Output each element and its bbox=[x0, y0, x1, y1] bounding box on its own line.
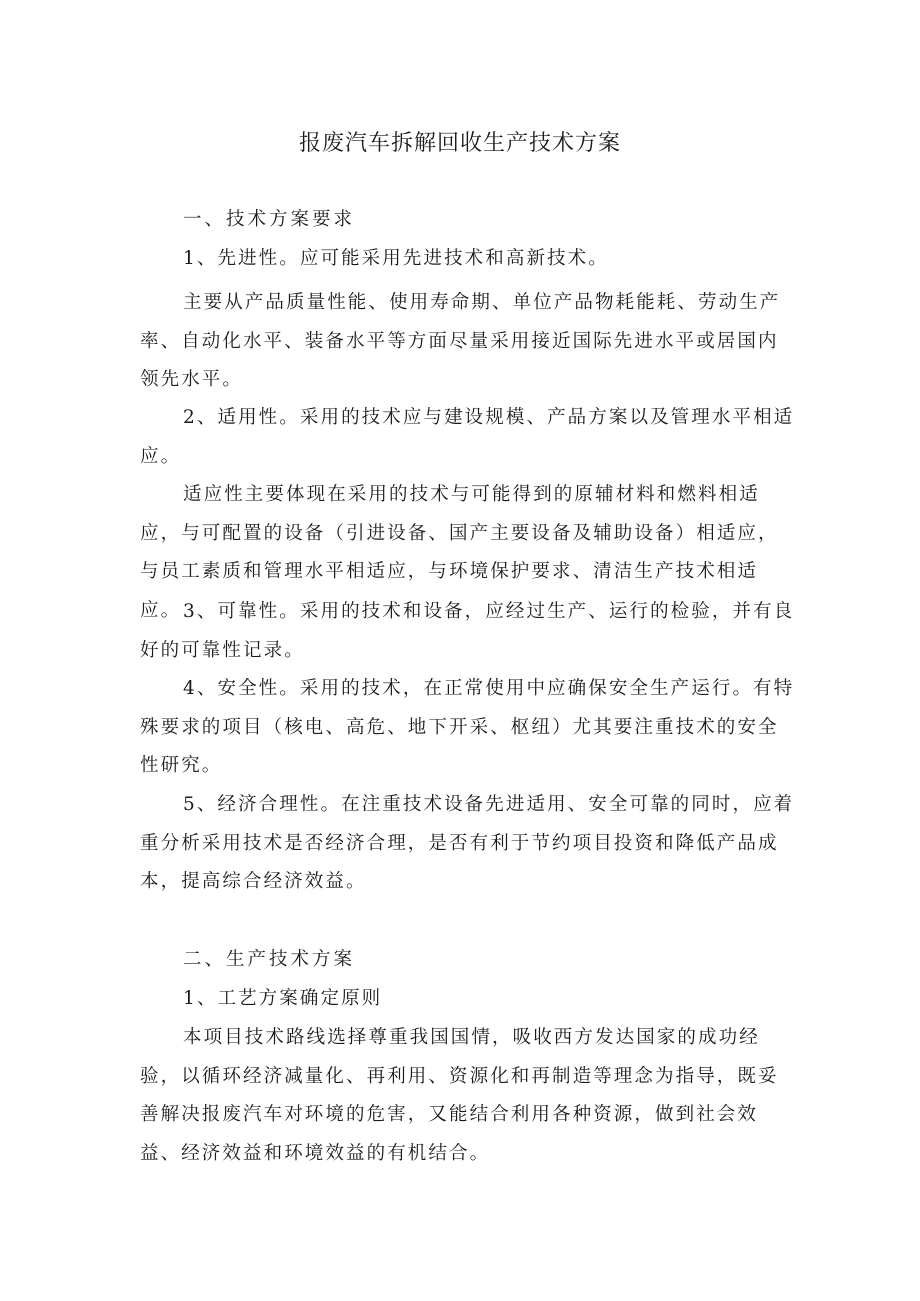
section-1-heading: 一、技术方案要求 bbox=[183, 209, 356, 230]
paragraph-1-1: 1、先进性。应可能采用先进技术和高新技术。 bbox=[183, 248, 609, 269]
paragraph-1-7: 5、经济合理性。在注重技术设备先进适用、安全可靠的同时，应着重分析采用技术是否经济合理，是否有利于节约项目投资和降低产品成本，提高综合经济效益。 bbox=[140, 794, 795, 892]
paragraph-2-1: 1、工艺方案确定原则 bbox=[183, 988, 383, 1009]
paragraph-1-5: 3、可靠性。采用的技术和设备，应经过生产、运行的检验，并有良好的可靠性记录。 bbox=[140, 601, 795, 661]
paragraph-1-4: 适应性主要体现在采用的技术与可能得到的原辅材料和燃料相适应，与可配置的设备（引进设备、国产主要设备及辅助设备）相适应，与员工素质和管理水平相适应，与环境保护要求、清洁生产技术相适应。 bbox=[140, 484, 779, 621]
paragraph-1-2: 主要从产品质量性能、使用寿命期、单位产品物耗能耗、劳动生产率、自动化水平、装备水平等方面尽量采用接近国际先进水平或居国内领先水平。 bbox=[140, 292, 781, 390]
document-title: 报废汽车拆解回收生产技术方案 bbox=[298, 131, 621, 156]
section-2-heading: 二、生产技术方案 bbox=[183, 949, 356, 970]
paragraph-1-3: 2、适用性。采用的技术应与建设规模、产品方案以及管理水平相适应。 bbox=[140, 407, 795, 467]
paragraph-1-6: 4、安全性。采用的技术，在正常使用中应确保安全生产运行。有特殊要求的项目（核电、高危、地下开采、枢纽）尤其要注重技术的安全性研究。 bbox=[140, 678, 795, 776]
paragraph-2-2: 本项目技术路线选择尊重我国国情，吸收西方发达国家的成功经验，以循环经济减量化、再利用、资源化和再制造等理念为指导，既妥善解决报废汽车对环境的危害，又能结合利用各种资源，做到社会效益、经济效益和环境效益的有机结合。 bbox=[140, 1027, 779, 1164]
